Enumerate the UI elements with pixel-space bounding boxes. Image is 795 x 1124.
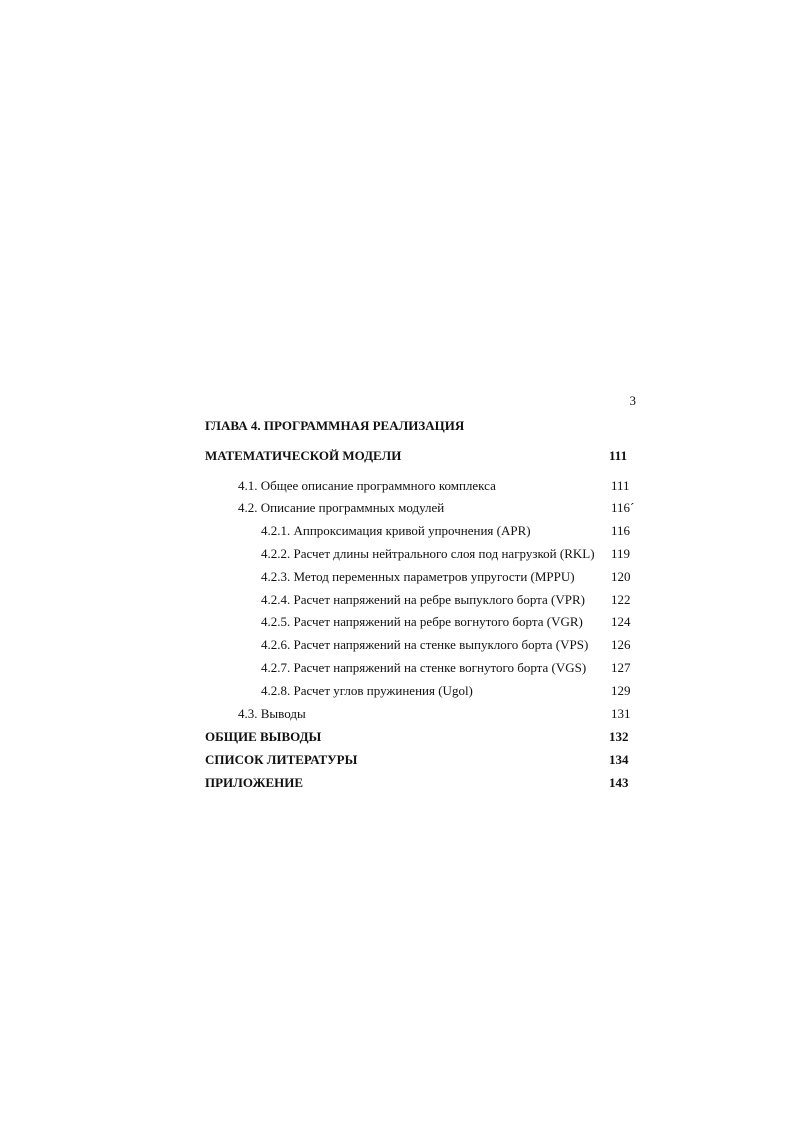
toc-references xyxy=(205,751,635,769)
toc-entry-title: 4.2.1. Аппроксимация кривой упрочнения (APR) xyxy=(261,523,531,538)
toc-entry-title: ОБЩИЕ ВЫВОДЫ xyxy=(205,729,322,744)
toc-entry-title: 4.2.2. Расчет длины нейтрального слоя под нагрузкой (RKL) xyxy=(261,546,595,561)
toc-entry-page: 129 xyxy=(611,683,631,698)
toc-entry-title: 4.1. Общее описание программного комплекса xyxy=(238,478,496,493)
toc-entry-4-2-4 xyxy=(261,591,635,609)
toc-entry-page: 134 xyxy=(609,752,629,767)
toc-entry-title: ПРИЛОЖЕНИЕ xyxy=(205,775,304,790)
toc-entry-title: 4.2.3. Метод переменных параметров упругости (MPPU) xyxy=(261,569,575,584)
toc-entry-title: 4.2.8. Расчет углов пружинения (Ugol) xyxy=(261,683,473,698)
toc-entry-4-1 xyxy=(238,477,635,495)
toc-entry-page: 124 xyxy=(611,614,631,629)
toc-entry-page: 127 xyxy=(611,660,631,675)
toc-entry-page: 120 xyxy=(611,569,631,584)
toc-chapter4-page: 111 xyxy=(609,448,628,463)
toc-entry-title: СПИСОК ЛИТЕРАТУРЫ xyxy=(205,752,358,767)
page-number: 3 xyxy=(629,393,636,408)
toc-entry-title: 4.2. Описание программных модулей xyxy=(238,500,445,515)
toc-appendix xyxy=(205,774,635,792)
toc-entry-4-2-8 xyxy=(261,682,635,700)
toc-entry-4-2-2 xyxy=(261,545,635,563)
toc-entry-title: 4.3. Выводы xyxy=(238,706,306,721)
toc-entry-title: 4.2.5. Расчет напряжений на ребре вогнутого борта (VGR) xyxy=(261,614,583,629)
toc-entry-page: 111 xyxy=(611,478,630,493)
toc-entry-title: 4.2.4. Расчет напряжений на ребре выпуклого борта (VPR) xyxy=(261,592,585,607)
toc-chapter4-heading-cont xyxy=(205,447,635,465)
toc-entry-page: 116 xyxy=(611,523,631,538)
toc-entry-page: 122 xyxy=(611,592,631,607)
toc-entry-page: 116´ xyxy=(611,500,635,515)
toc-entry-page: 143 xyxy=(609,775,629,790)
toc-entry-4-3 xyxy=(238,705,635,723)
toc-entry-4-2-1 xyxy=(261,522,635,540)
toc-entry-4-2-3 xyxy=(261,568,635,586)
toc-entry-4-2-7 xyxy=(261,659,635,677)
toc-entry-page: 119 xyxy=(611,546,631,561)
toc-chapter4-title-line1: ГЛАВА 4. ПРОГРАММНАЯ РЕАЛИЗАЦИЯ xyxy=(205,418,465,433)
toc-entry-title: 4.2.6. Расчет напряжений на стенке выпуклого борта (VPS) xyxy=(261,637,589,652)
toc-entry-page: 132 xyxy=(609,729,629,744)
toc-chapter4-title-line2: МАТЕМАТИЧЕСКОЙ МОДЕЛИ xyxy=(205,448,402,463)
toc-entry-4-2-6 xyxy=(261,636,635,654)
toc-general-conclusions xyxy=(205,728,635,746)
toc-entry-title: 4.2.7. Расчет напряжений на стенке вогнутого борта (VGS) xyxy=(261,660,587,675)
toc-entry-4-2-5 xyxy=(261,613,635,631)
toc-entry-4-2 xyxy=(238,499,635,517)
toc-entry-page: 131 xyxy=(611,706,631,721)
toc-entry-page: 126 xyxy=(611,637,631,652)
